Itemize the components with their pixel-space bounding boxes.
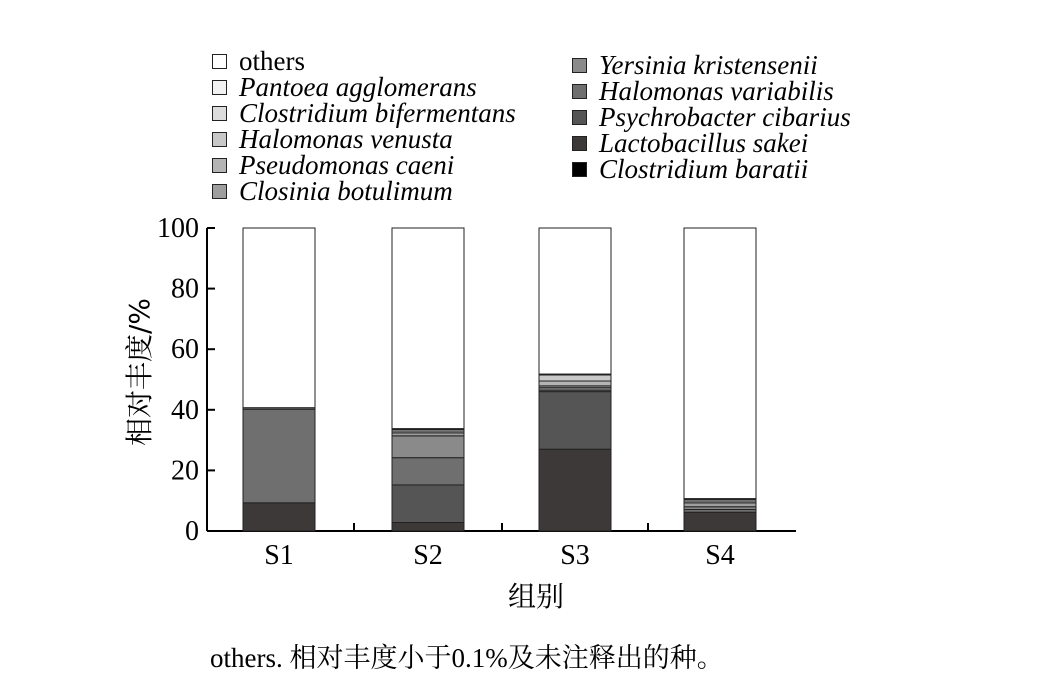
legend-label: Clostridium baratii <box>599 154 809 184</box>
bar-segment <box>243 409 315 503</box>
figure-caption: others. 相对丰度小于0.1%及未注释出的种。 <box>210 643 724 673</box>
bar-segment <box>539 449 611 531</box>
bar-segment <box>392 228 464 429</box>
x-axis-label: 组别 <box>508 580 565 613</box>
bar-segment <box>243 503 315 531</box>
x-tick-label: S2 <box>413 540 443 571</box>
bar-segment <box>392 485 464 523</box>
bar-segment <box>539 392 611 450</box>
legend-label: Lactobacillus sakei <box>599 128 809 158</box>
bar-segment <box>392 436 464 458</box>
legend-label: Psychrobacter cibarius <box>599 102 851 132</box>
bar-segment <box>684 228 756 499</box>
legend-label: Halomonas venusta <box>239 124 453 154</box>
bar-segment <box>539 228 611 374</box>
y-tick-label: 40 <box>171 394 199 426</box>
bar-segment <box>392 458 464 485</box>
y-tick-label: 0 <box>185 516 199 547</box>
legend-label: Pantoea agglomerans <box>239 72 477 102</box>
bar-segment <box>684 503 756 507</box>
x-tick-label: S1 <box>264 540 294 571</box>
y-tick-label: 80 <box>171 273 199 305</box>
y-axis-label: 相对丰度/% <box>123 297 156 447</box>
bar-segment <box>539 375 611 381</box>
y-tick-label: 20 <box>171 455 199 487</box>
x-tick-label: S3 <box>560 540 590 571</box>
bar-segment <box>684 512 756 531</box>
y-tick-label: 100 <box>157 213 199 244</box>
legend-label: Halomonas variabilis <box>599 76 834 106</box>
bar-segment <box>392 523 464 531</box>
bar-segment <box>539 381 611 386</box>
legend-label: Closinia botulimum <box>239 176 453 206</box>
legend-label: Yersinia kristensenii <box>599 50 818 80</box>
legend-label: Pseudomonas caeni <box>239 150 455 180</box>
legend-label: Clostridium bifermentans <box>239 98 516 128</box>
legend-label: others <box>239 46 305 76</box>
y-tick-label: 60 <box>171 334 199 366</box>
x-tick-label: S4 <box>705 540 735 571</box>
bar-segment <box>243 228 315 408</box>
